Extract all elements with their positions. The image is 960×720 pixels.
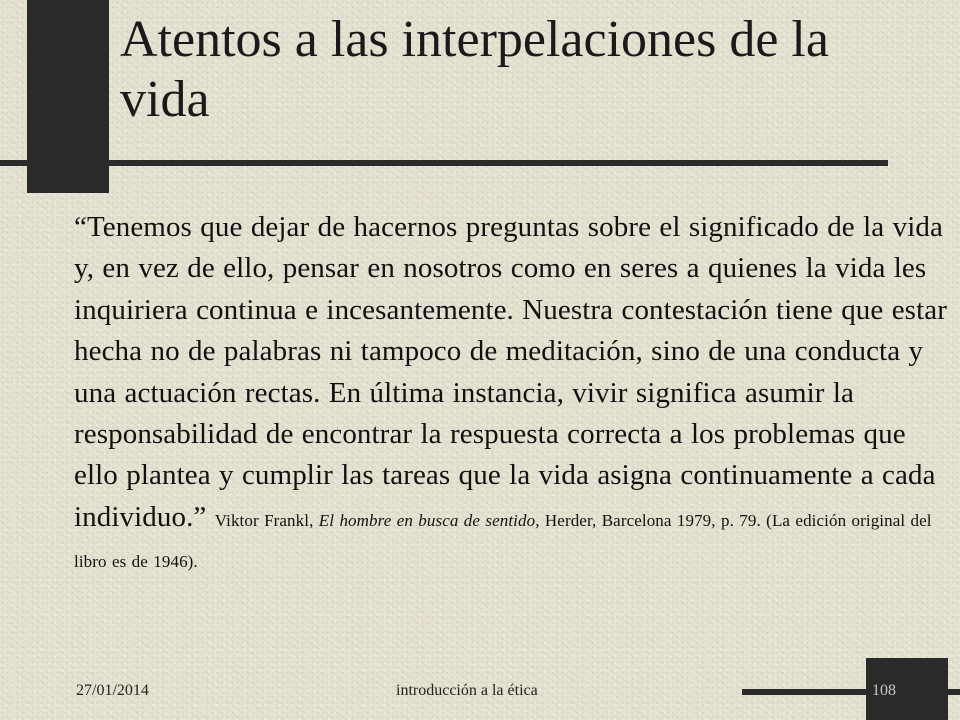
quote-text bbox=[74, 207, 950, 580]
decorative-bar-bottom-right bbox=[948, 689, 960, 695]
slide-title: Atentos a las interpelaciones de la vida bbox=[120, 11, 829, 128]
footer-date: 27/01/2014 bbox=[76, 682, 149, 699]
page-number: 108 bbox=[872, 682, 896, 699]
decorative-bar-top-left bbox=[0, 160, 28, 166]
quote-body: “Tenemos que dejar de hacernos preguntas sobre el significado de la vida y, en vez de ello, pensar en nosotros como en seres a quienes la vida les inquiriera continua e incesantemente. Nuestra contestación tiene que estar hecha no de palabras ni tampoco de meditación, sino de una conducta y una actuación rectas. En última instancia, vivir significa asumir la responsabilidad de encontrar la respuesta correcta a los problemas que ello plantea y cumplir las tareas que la vida asigna continuamente a cada individuo.” bbox=[74, 211, 947, 533]
citation-details: Herder, Barcelona 1979, p. 79. (La edición original del libro es de 1946). bbox=[74, 510, 932, 572]
decorative-bar-bottom-left bbox=[742, 689, 866, 695]
citation-author: Viktor Frankl, bbox=[214, 510, 314, 530]
title-underline-bar bbox=[109, 160, 888, 166]
footer-course-name: introducción a la ética bbox=[396, 682, 538, 699]
citation-book: El hombre en busca de sentido, bbox=[318, 510, 540, 530]
decorative-block-top bbox=[27, 0, 109, 193]
